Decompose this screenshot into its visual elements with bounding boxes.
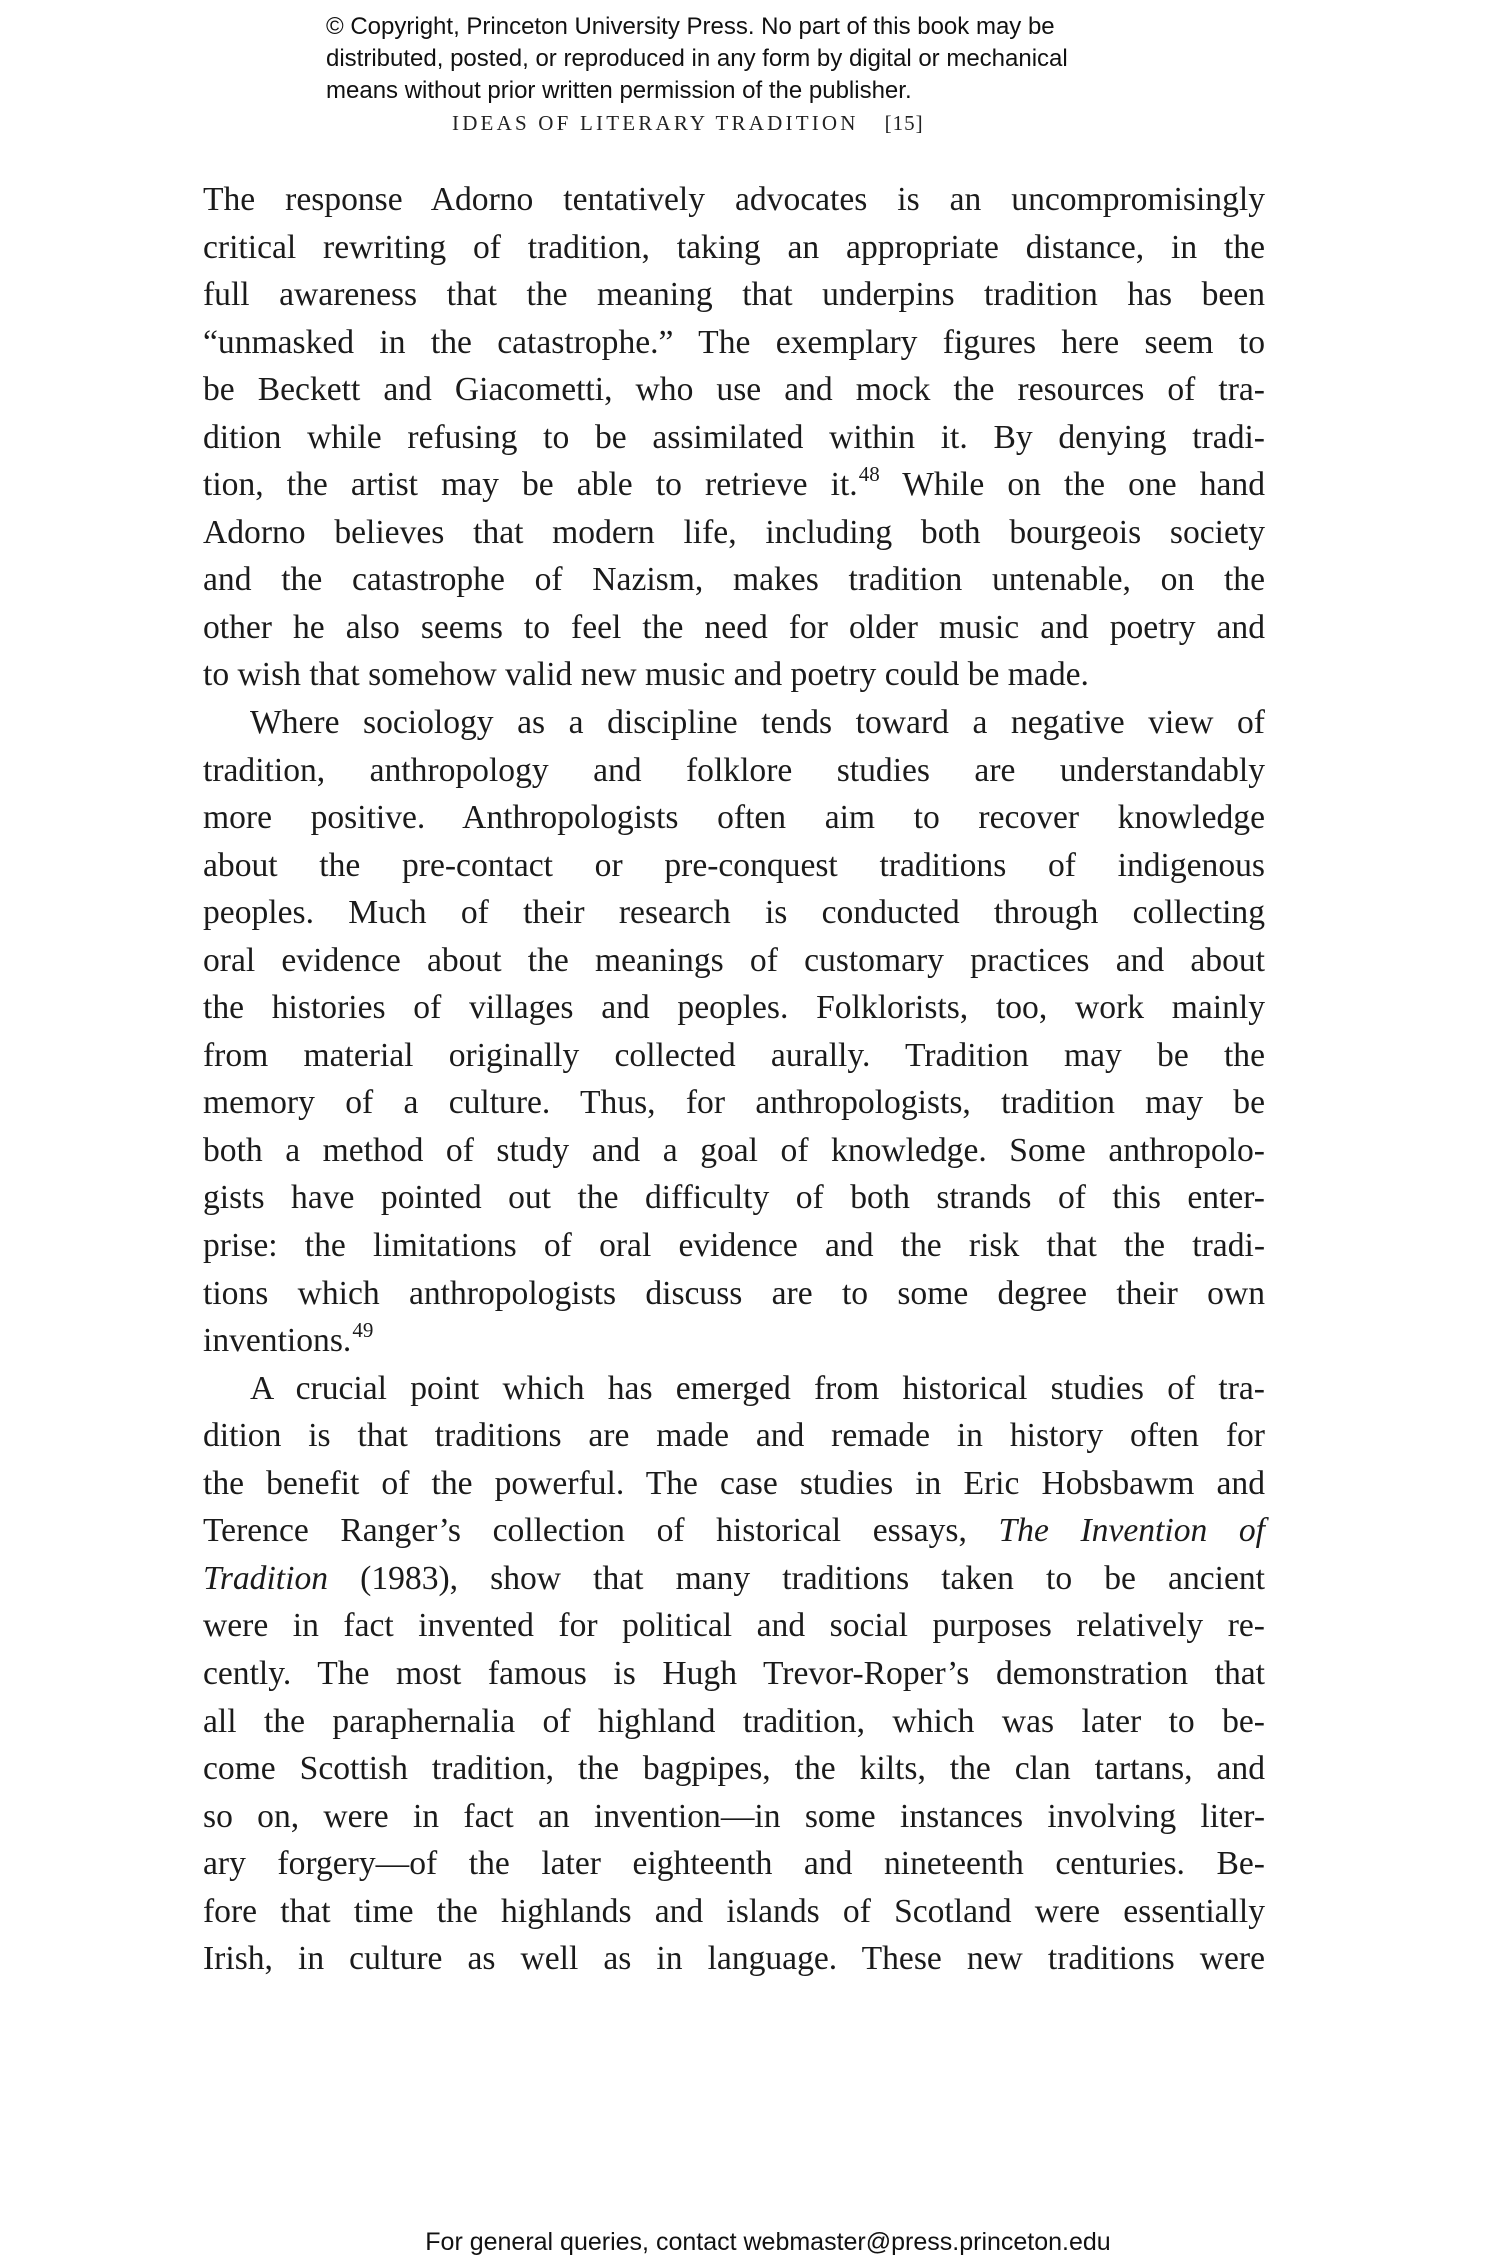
text-segment: Terence Ranger’s collection of historical essays, [203, 1512, 999, 1550]
footer-contact: For general queries, contact webmaster@press.princeton.edu [425, 2228, 1111, 2256]
page-number: [15] [884, 111, 924, 135]
text-line: critical rewriting of tradition, taking an appropriate distance, in the [203, 228, 1265, 266]
text-segment: tion, the artist may be able to retrieve it. [203, 466, 858, 504]
book-title: Tradition [203, 1559, 329, 1597]
footnote-ref-49[interactable]: 49 [352, 1318, 374, 1343]
text-line [203, 1507, 1265, 1555]
text-line: Where sociology as a discipline tends toward a negative view of [250, 704, 1265, 742]
text-line: A crucial point which has emerged from historical studies of tra- [250, 1369, 1265, 1407]
copyright-notice [326, 11, 1246, 107]
text-line: full awareness that the meaning that underpins tradition has been [203, 276, 1265, 314]
text-line: dition while refusing to be assimilated within it. By denying tradi- [203, 418, 1265, 456]
text-segment: inventions. [203, 1322, 352, 1360]
text-line: oral evidence about the meanings of customary practices and about [203, 941, 1265, 979]
text-line: both a method of study and a goal of knowledge. Some anthropolo- [203, 1131, 1265, 1169]
text-line: cently. The most famous is Hugh Trevor-Roper’s demonstration that [203, 1654, 1265, 1692]
footer [0, 2228, 1500, 2257]
text-line: gists have pointed out the difficulty of both strands of this enter- [203, 1179, 1265, 1217]
text-line: The response Adorno tentatively advocates is an uncompromisingly [203, 181, 1265, 218]
copyright-line: distributed, posted, or reproduced in any form by digital or mechanical [326, 45, 1068, 72]
text-line: memory of a culture. Thus, for anthropologists, tradition may be [203, 1084, 1265, 1122]
text-line: dition is that traditions are made and remade in history often for [203, 1417, 1265, 1455]
text-line: about the pre-contact or pre-conquest traditions of indigenous [203, 846, 1265, 884]
text-line: peoples. Much of their research is conducted through collecting [203, 894, 1265, 932]
text-line: come Scottish tradition, the bagpipes, the kilts, the clan tartans, and [203, 1750, 1265, 1788]
text-line: Irish, in culture as well as in language. These new traditions were [203, 1940, 1265, 1978]
text-segment: While on the one hand [879, 466, 1266, 504]
text-line: more positive. Anthropologists often aim to recover knowledge [203, 799, 1265, 837]
copyright-line: © Copyright, Princeton University Press. No part of this book may be [326, 13, 1055, 40]
text-line: the benefit of the powerful. The case studies in Eric Hobsbawm and [203, 1464, 1265, 1502]
text-line: prise: the limitations of oral evidence and the risk that the tradi- [203, 1227, 1265, 1265]
book-title: The Invention of [998, 1512, 1265, 1550]
text-line: fore that time the highlands and islands of Scotland were essentially [203, 1892, 1265, 1930]
text-line: from material originally collected aurally. Tradition may be the [203, 1036, 1265, 1074]
text-line: Adorno believes that modern life, including both bourgeois society [203, 513, 1265, 551]
text-line: all the paraphernalia of highland tradition, which was later to be- [203, 1702, 1265, 1740]
text-line: and the catastrophe of Nazism, makes tradition untenable, on the [203, 561, 1265, 599]
text-line: other he also seems to feel the need for older music and poetry and [203, 608, 1265, 646]
text-segment: (1983), show that many traditions taken to be ancient [328, 1559, 1265, 1597]
text-line: the histories of villages and peoples. Folklorists, too, work mainly [203, 989, 1265, 1027]
text-line: be Beckett and Giacometti, who use and mock the resources of tra- [203, 371, 1265, 409]
body-text [203, 176, 1265, 1983]
text-line: to wish that somehow valid new music and poetry could be made. [203, 656, 1089, 694]
text-line: ary forgery—of the later eighteenth and nineteenth centuries. Be- [203, 1845, 1265, 1883]
copyright-line: means without prior written permission of the publisher. [326, 77, 912, 104]
text-line [203, 1317, 1265, 1365]
running-head-title: IDEAS OF LITERARY TRADITION [452, 111, 859, 135]
text-line: “unmasked in the catastrophe.” The exemplary figures here seem to [203, 323, 1265, 361]
text-line [203, 1555, 1265, 1603]
footnote-ref-48[interactable]: 48 [858, 462, 880, 487]
text-line: tions which anthropologists discuss are to some degree their own [203, 1274, 1265, 1312]
text-line: so on, were in fact an invention—in some instances involving liter- [203, 1797, 1265, 1835]
text-line: tradition, anthropology and folklore studies are understandably [203, 751, 1265, 789]
running-head [452, 111, 924, 136]
text-line [203, 461, 1265, 509]
text-line: were in fact invented for political and social purposes relatively re- [203, 1607, 1265, 1645]
